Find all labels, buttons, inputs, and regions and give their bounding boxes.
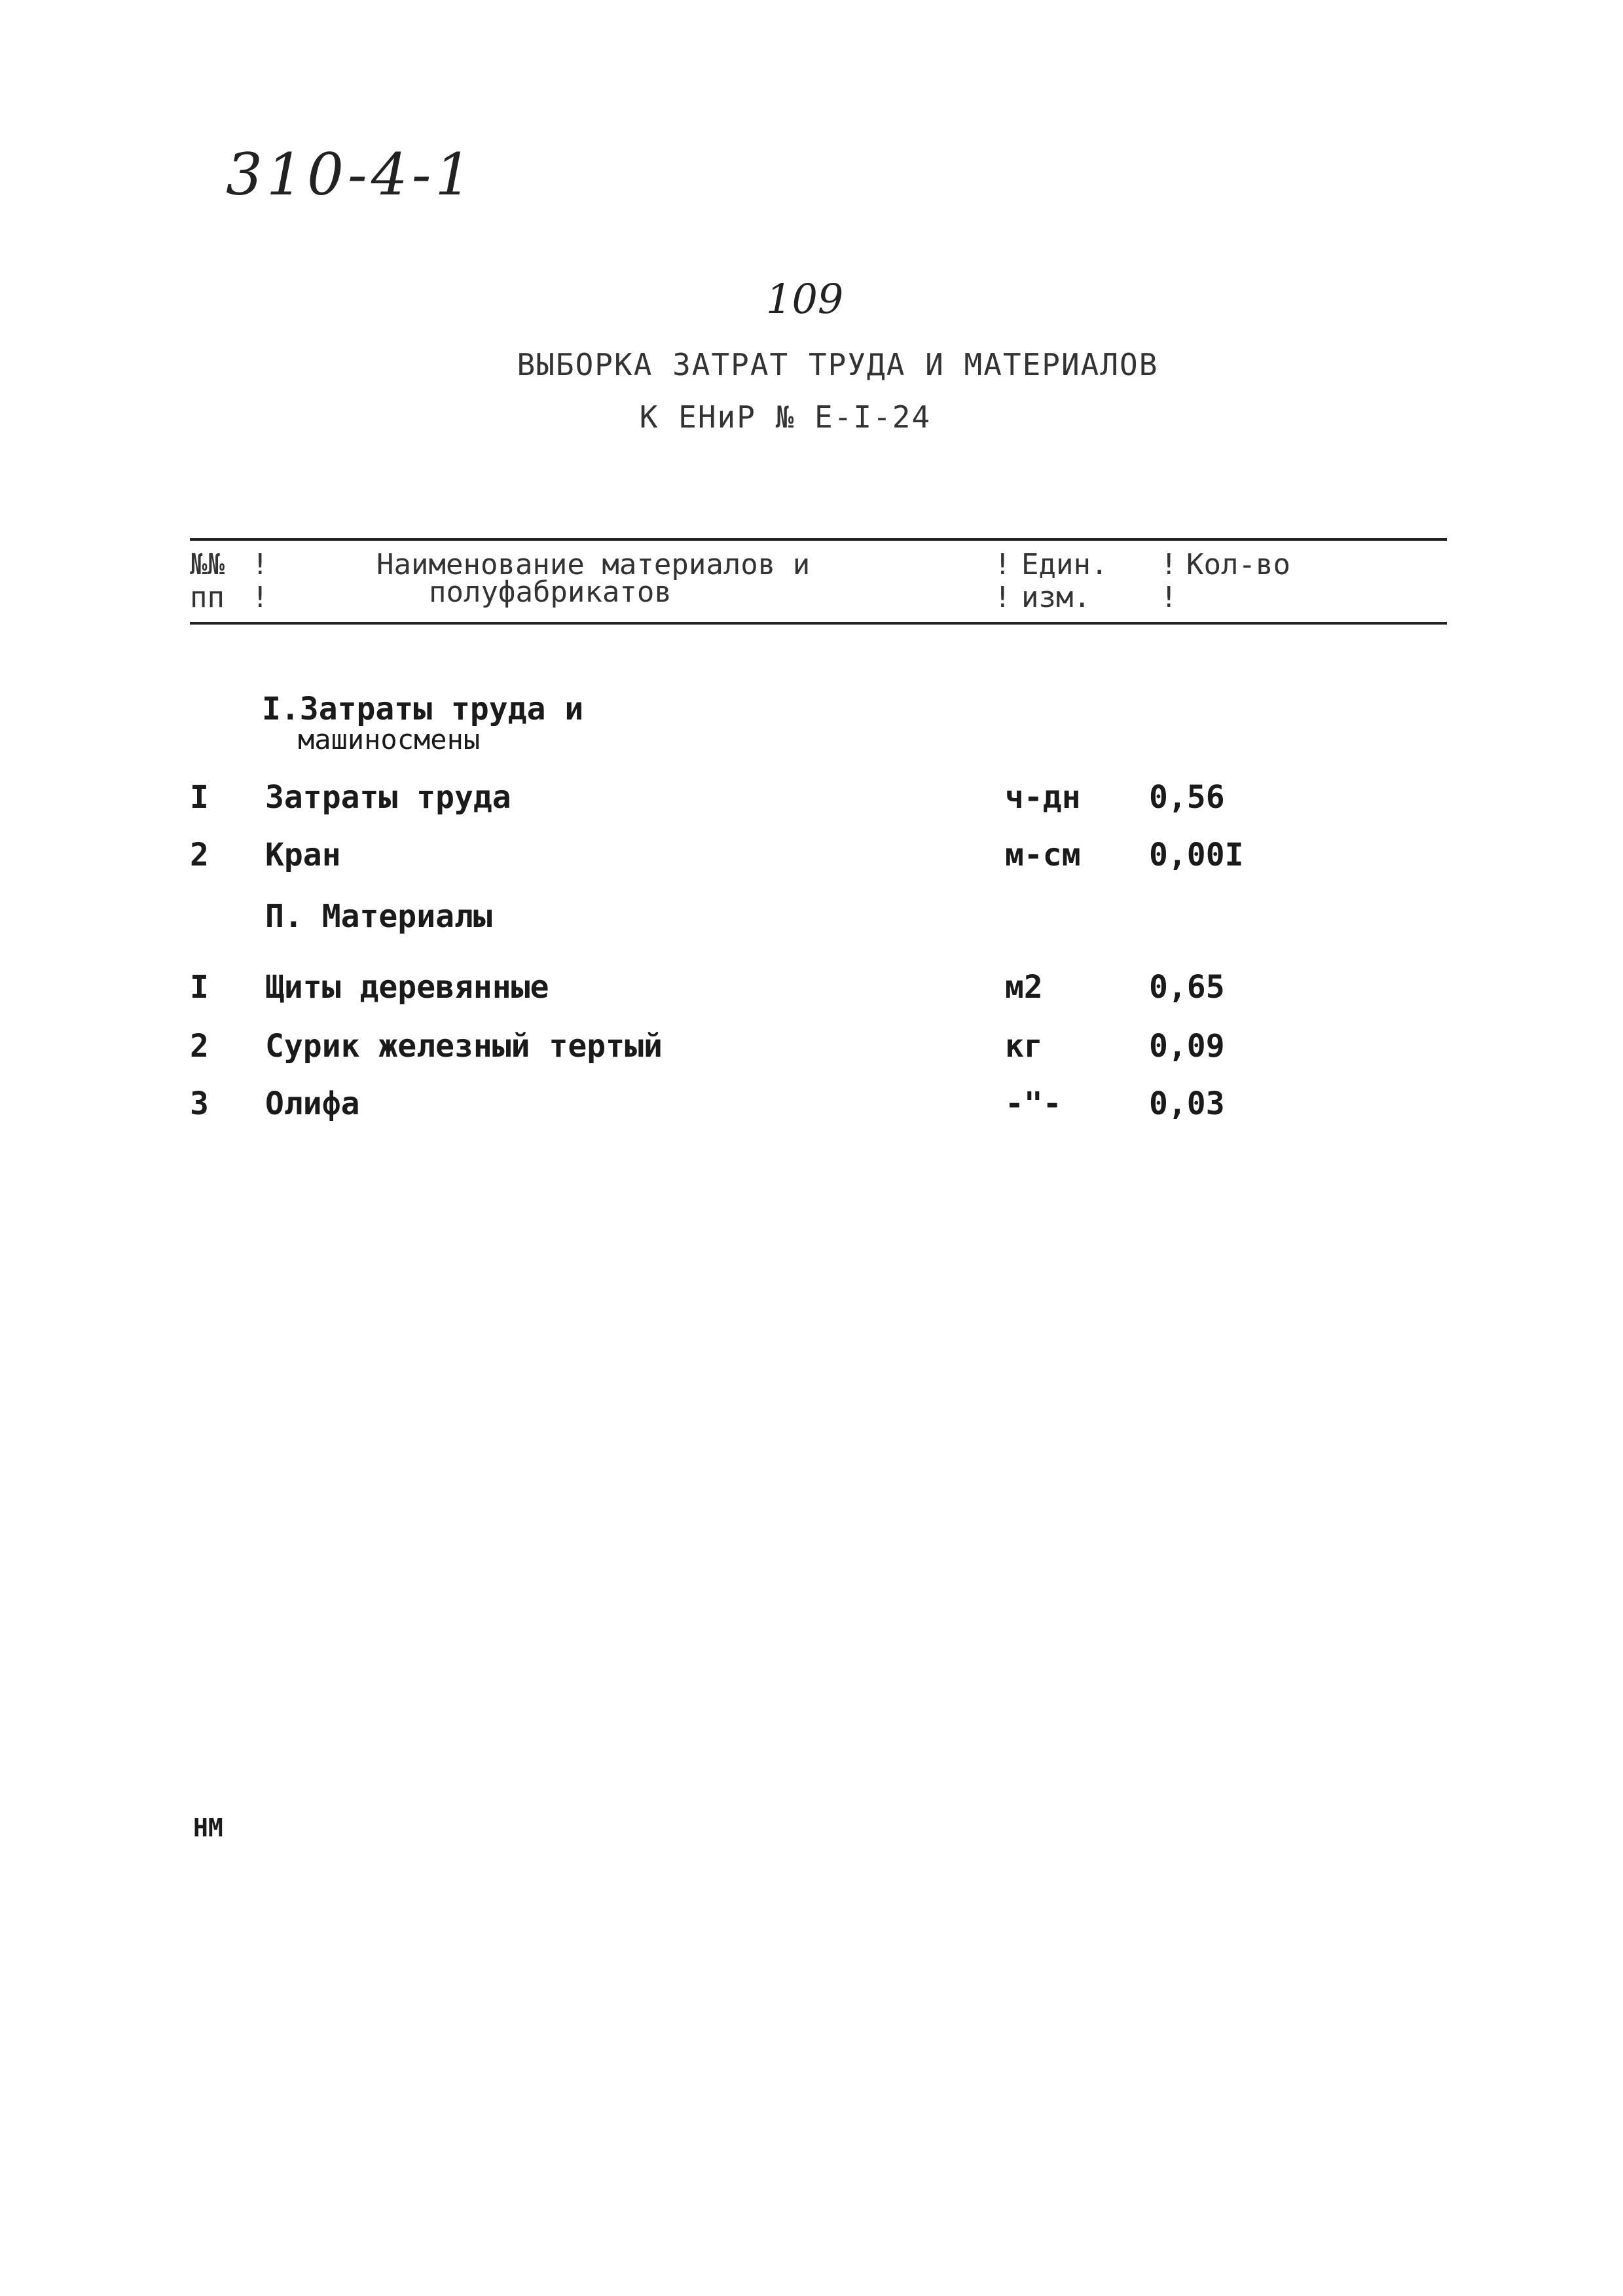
section-title-labor-line2: машиносмены [298, 723, 481, 756]
row-qty: 0,56 [1149, 779, 1225, 816]
header-name-line2: полуфабрикатов [429, 575, 672, 609]
table-header-rule [190, 622, 1447, 625]
section-title-materials: П. Материалы [265, 898, 492, 935]
row-number: 2 [190, 1028, 209, 1065]
row-number: I [190, 779, 209, 816]
row-number: 3 [190, 1085, 209, 1122]
row-name: Кран [265, 837, 341, 873]
document-subtitle: К ЕНиР № Е-I-24 [639, 399, 932, 435]
row-qty: 0,03 [1149, 1085, 1225, 1122]
footer-mark: НМ [193, 1813, 223, 1842]
header-qty-column: Кол-во [1186, 548, 1290, 581]
header-separator: ! ! [994, 548, 1012, 614]
row-name: Затраты труда [265, 779, 511, 816]
document-title: ВЫБОРКА ЗАТРАТ ТРУДА И МАТЕРИАЛОВ [517, 347, 1159, 382]
header-num-column: №№ пп [190, 548, 225, 614]
row-unit: ч-дн [1005, 779, 1081, 816]
row-name: Олифа [265, 1085, 360, 1122]
row-name: Щиты деревянные [265, 969, 549, 1006]
header-separator: ! ! [251, 548, 269, 614]
row-number: I [190, 969, 209, 1006]
row-qty: 0,09 [1149, 1028, 1225, 1065]
row-qty: 0,00I [1149, 837, 1244, 873]
row-unit: кг [1005, 1028, 1043, 1065]
row-unit: м2 [1005, 969, 1043, 1006]
row-number: 2 [190, 837, 209, 873]
header-name-line1: Наименование материалов и [376, 548, 811, 581]
header-unit-column: Един. изм. [1021, 548, 1108, 614]
page-number: 109 [766, 275, 844, 323]
section-title-labor: I.Затраты труда и [262, 691, 584, 727]
row-unit: -"- [1005, 1085, 1062, 1122]
row-qty: 0,65 [1149, 969, 1225, 1006]
document-number: 310-4-1 [226, 141, 476, 208]
row-unit: м-см [1005, 837, 1081, 873]
header-separator: ! ! [1160, 548, 1178, 614]
table-top-rule [190, 538, 1447, 541]
row-name: Сурик железный тертый [265, 1028, 663, 1065]
